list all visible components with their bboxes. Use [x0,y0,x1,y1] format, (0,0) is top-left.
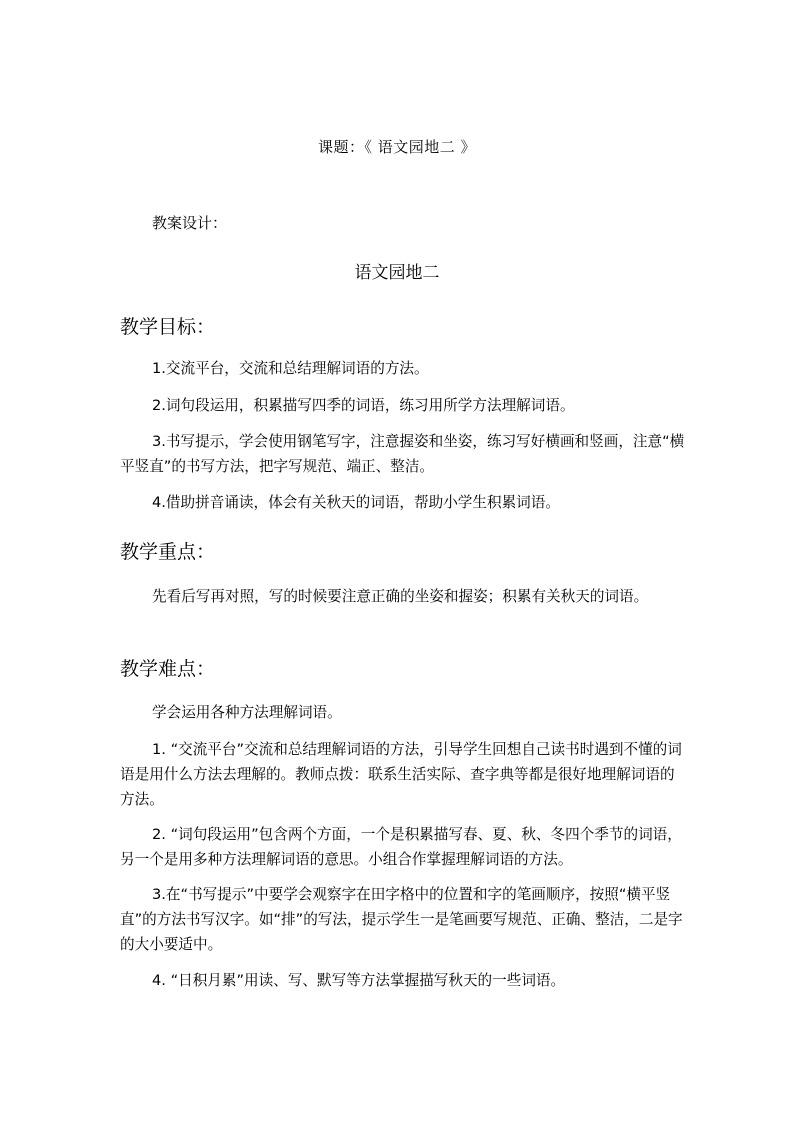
objective-item-2: 2.词句段运用，积累描写四季的词语，练习用所学方法理解词语。 [152,397,575,414]
key-points-text: 先看后写再对照，写的时候要注意正确的坐姿和握姿；积累有关秋天的词语。 [152,588,649,605]
key-points-heading: 教学重点： [120,541,216,563]
lesson-design-label: 教案设计： [152,214,228,232]
objective-item-3: 3.书写提示，学会使用钢笔写字，注意握姿和坐姿，练习写好横画和竖画，注意“横平竖直”的书写方法，把字写规范、端正、整洁。 [120,433,685,475]
course-title: 课题：《 语文园地二 》 [317,138,477,156]
main-title: 语文园地二 [354,263,440,283]
difficulty-item-4: 4. “日积月累”用读、写、默写等方法掌握描写秋天的一些词语。 [152,972,566,989]
objective-item-1: 1.交流平台，交流和总结理解词语的方法。 [152,360,429,377]
difficulties-heading: 教学难点： [120,658,216,680]
difficulty-item-3: 3.在“书写提示”中要学会观察字在田字格中的位置和字的笔画顺序，按照“横平竖直”的方法书写汉字。如“排”的写法，提示学生一是笔画要写规范、正确、整洁，二是字的大小要适中。 [120,886,683,953]
objectives-heading: 教学目标： [120,316,216,338]
difficulty-item-2: 2. “词句段运用”包含两个方面，一个是积累描写春、夏、秋、冬四个季节的词语，另一个是用多种方法理解词语的意思。小组合作掌握理解词语的方法。 [120,826,682,868]
difficulty-item-1: 1. “交流平台”交流和总结理解词语的方法，引导学生回想自己读书时遇到不懂的词语是用什么方法去理解的。教师点拨：联系生活实际、查字典等都是很好地理解词语的方法。 [120,741,682,808]
difficulties-text: 学会运用各种方法理解词语。 [152,704,342,721]
objective-item-4: 4.借助拼音诵读，体会有关秋天的词语，帮助小学生积累词语。 [152,494,560,511]
